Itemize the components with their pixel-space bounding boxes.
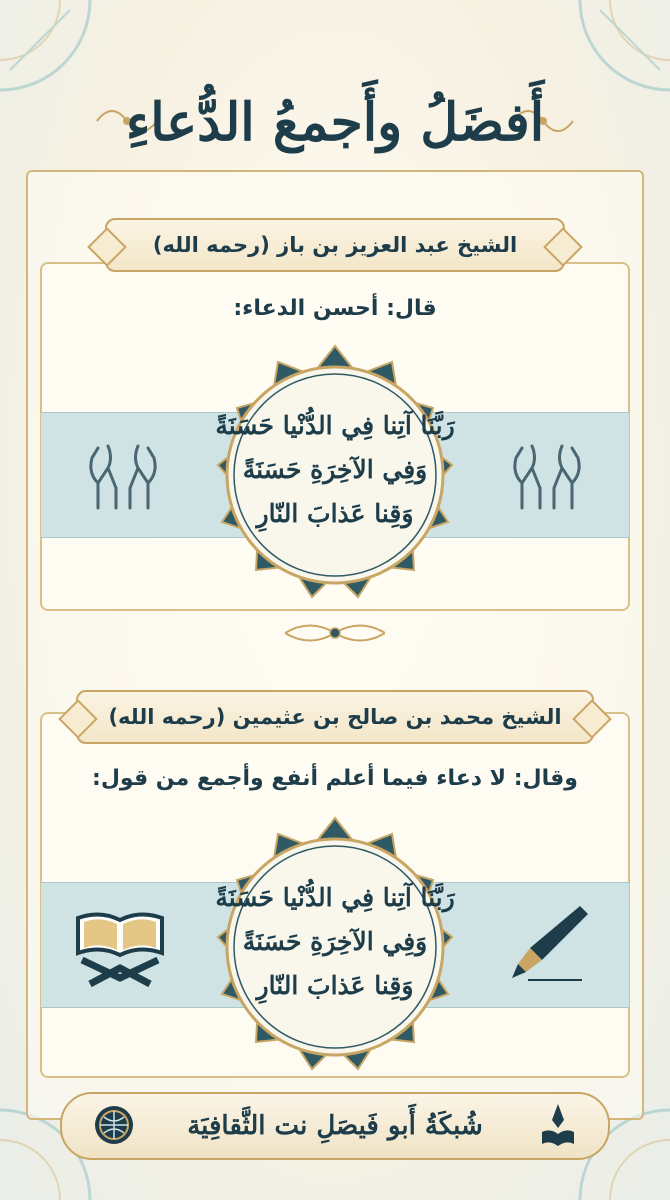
footer-banner: شُبكَةُ أَبو فَيصَلِ نت الثَّقافِيَة xyxy=(60,1092,610,1160)
section-divider-ornament xyxy=(285,618,385,648)
dua-line: وَفِي الآخِرَةِ حَسَنَةً xyxy=(242,455,428,484)
pen-book-logo-icon xyxy=(538,1102,578,1148)
dua-medallion-1 xyxy=(200,340,470,610)
dua-medallion-2 xyxy=(200,812,470,1082)
dua-line: وَقِنا عَذابَ النّارِ xyxy=(256,971,414,1000)
dua-line: وَفِي الآخِرَةِ حَسَنَةً xyxy=(242,927,428,956)
section-2-intro: وقال: لا دعاء فيما أعلم أنفع وأجمع من قول: xyxy=(92,766,578,791)
page-title: أَفضَلُ وأَجمعُ الدُّعاءِ xyxy=(125,92,545,153)
dua-line: رَبَّنَا آتِنا فِي الدُّنْيا حَسَنَةً xyxy=(215,883,455,912)
dua-text-1 xyxy=(200,404,470,536)
section-1-banner: الشيخ عبد العزيز بن باز (رحمه الله) xyxy=(105,218,565,272)
dua-text-2 xyxy=(200,876,470,1008)
dua-line: رَبَّنَا آتِنا فِي الدُّنْيا حَسَنَةً xyxy=(215,411,455,440)
section-1-intro: قال: أحسن الدعاء: xyxy=(233,296,437,321)
section-2-banner: الشيخ محمد بن صالح بن عثيمين (رحمه الله) xyxy=(76,690,594,744)
praying-hands-icon xyxy=(78,428,168,518)
fountain-pen-icon xyxy=(502,898,592,988)
globe-logo-icon xyxy=(92,1103,136,1147)
dua-line: وَقِنا عَذابَ النّارِ xyxy=(256,499,414,528)
praying-hands-icon xyxy=(502,428,592,518)
quran-on-stand-icon xyxy=(70,898,170,988)
